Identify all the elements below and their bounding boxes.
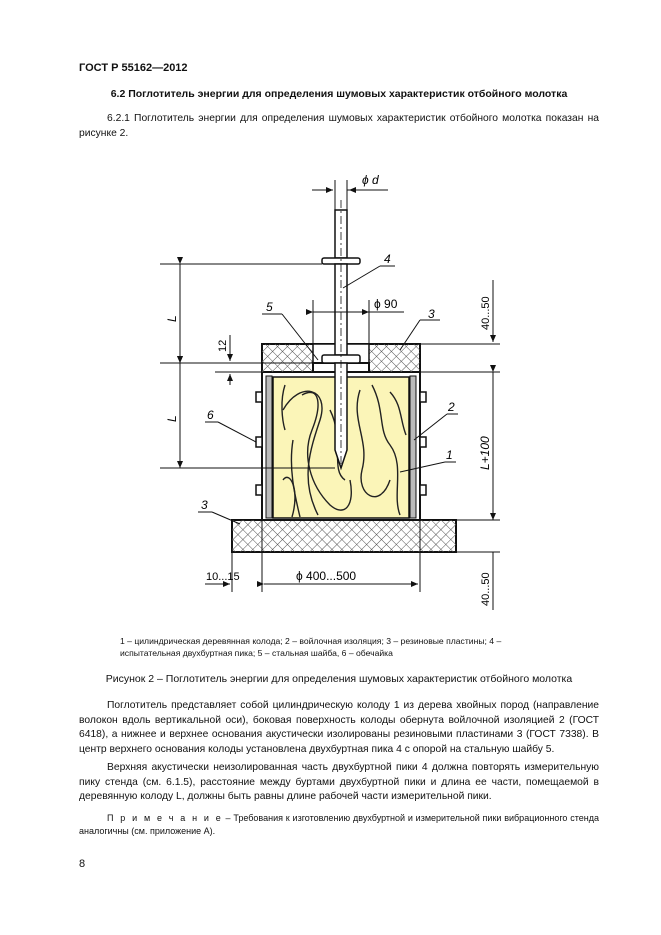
label-phi-400: ϕ 400...500 [296,569,357,583]
label-5: 5 [266,300,273,314]
label-6: 6 [207,408,214,422]
figure-legend: 1 – цилиндрическая деревянная колода; 2 – войлочная изоляция; 3 – резиновые пластины; 4 – испытательная двухбуртная пика; 5 – стальная шайба, 6 – обечайка [120,636,502,658]
label-40-50-top: 40...50 [480,296,492,330]
paragraph-6-2-1: 6.2.1 Поглотитель энергии для определения шумовых характеристик отбойного молотка показан на рисунке 2. [79,113,599,139]
label-3-bottom: 3 [201,498,208,512]
label-2: 2 [448,400,455,414]
label-3-top: 3 [428,307,435,321]
bottom-rubber-plate [232,520,456,552]
paragraph-requirements: Верхняя акустически неизолированная часть двухбуртной пики 4 должна повторять измерительную пику стенда (см. 6.1.5), расстояние между буртами двухбуртной пики и длина ее части, помещаемой в деревянную колоду L, должны быть равны длине рабочей части измерительной пики. [79,762,599,802]
section-title: 6.2 Поглотитель энергии для определения шумовых характеристик отбойного молотка [110,88,568,100]
document-header: ГОСТ Р 55162—2012 [79,62,188,74]
label-phi-d: ϕ d [362,173,379,187]
label-L-bottom: L [165,415,179,422]
label-gap: 10...15 [206,571,240,583]
paragraph-description: Поглотитель представляет собой цилиндрическую колоду 1 из дерева хвойных пород (направление волокон вдоль вертикальной оси), боковая поверхность колоды обернута войлочной изоляцией 2 (ГОСТ 6418), а нижнее и верхнее основания акустически изолированы резиновыми пластинами 3 (ГОСТ 7338). В центр верхнего основания колоды установлена двухбуртная пика 4 с опорой на стальную шайбу 5. [79,700,599,755]
figure-caption: Рисунок 2 – Поглотитель энергии для определения шумовых характеристик отбойного молотка [105,673,573,685]
page-number: 8 [79,858,86,870]
note [79,812,599,838]
label-L-top: L [165,315,179,322]
label-4: 4 [384,252,391,266]
note-label: П р и м е ч а н и е [107,813,223,823]
label-12: 12 [217,339,229,352]
label-1: 1 [446,448,453,462]
label-L-plus-100: L+100 [478,436,492,470]
note-text: – Требования к изготовлению двухбуртной и измерительной пики вибрационного стенда аналогичны (см. приложение А). [79,813,599,836]
label-phi-90: ϕ 90 [374,297,398,311]
label-40-50-bottom: 40...50 [480,572,492,606]
